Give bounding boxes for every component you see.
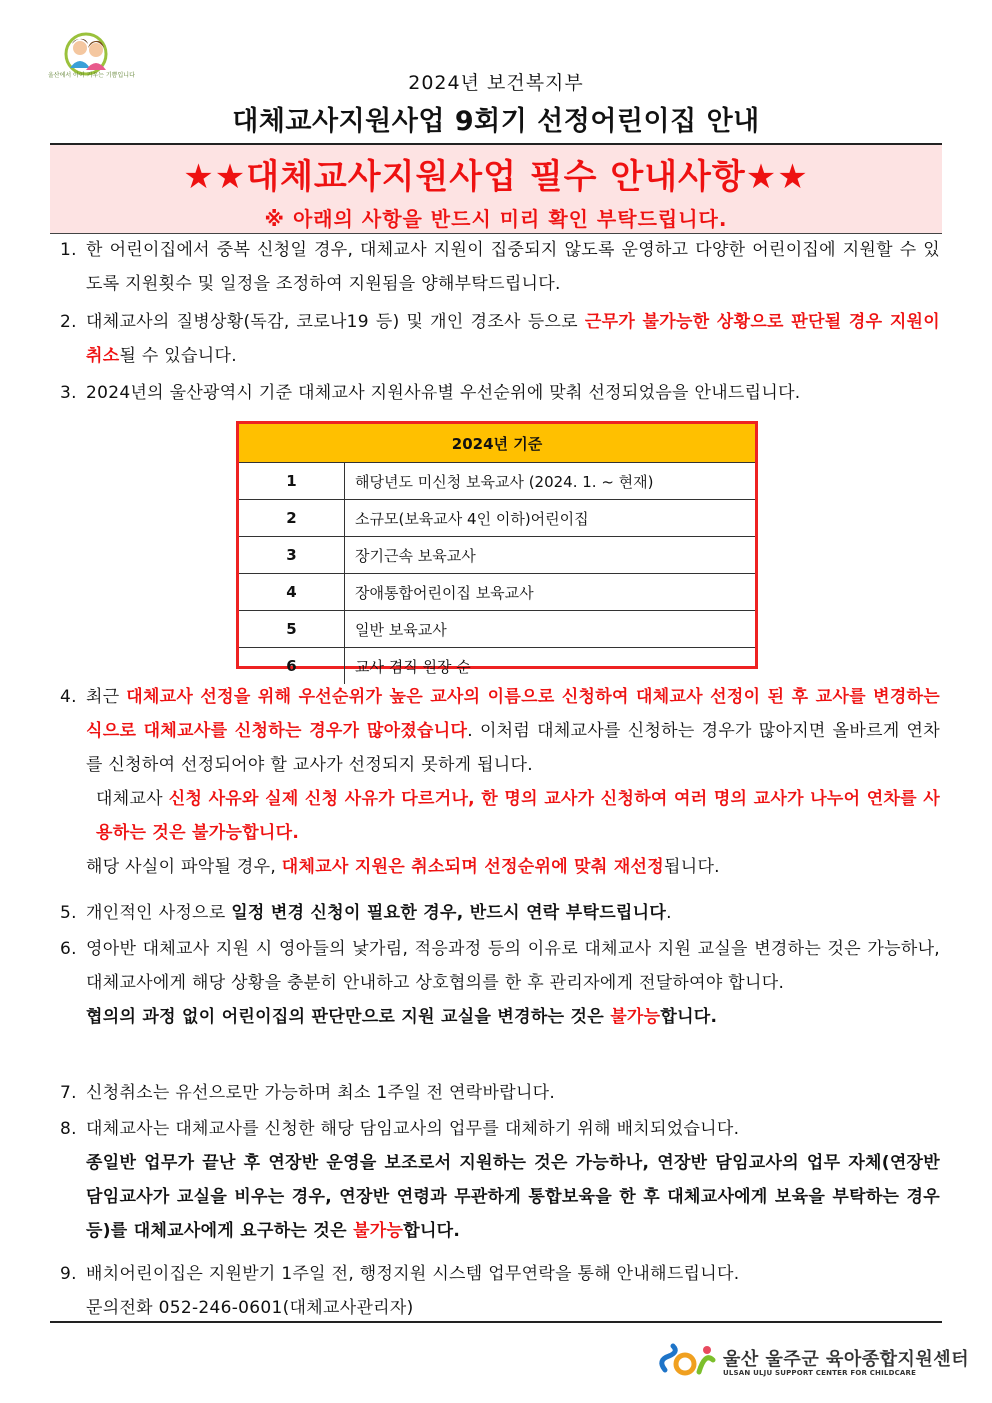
notice-item-1: [60, 233, 940, 301]
item-warning-text: 대체교사 선정을 위해 우선순위가 높은 교사의 이름으로 신청하여 대체교사 선정이 된 후 교사를 변경하는 식으로 대체교사를 신청하는 경우가 많아졌습니다: [86, 687, 940, 741]
item-text-part: 최근: [86, 687, 127, 707]
notice-item-8: [60, 1112, 940, 1248]
notice-item-3: [60, 376, 940, 410]
priority-description: 해당년도 미신청 보육교사 (2024. 1. ~ 현재): [345, 463, 756, 500]
item-text: 한 어린이집에서 중복 신청일 경우, 대체교사 지원이 집중되지 않도록 운영하고 다양한 어린이집에 지원할 수 있도록 지원횟수 및 일정을 조정하여 지원됨을 양해부탁드립니다.: [86, 240, 940, 294]
item-text: 신청취소는 유선으로만 가능하며 최소 1주일 전 연락바랍니다.: [86, 1083, 556, 1103]
notice-item-9: [60, 1257, 940, 1325]
notice-subtitle: ※ 아래의 사항을 반드시 미리 확인 부탁드립니다.: [264, 207, 728, 231]
item-text: [86, 305, 940, 373]
support-center-name: 울산 울주군 육아종합지원센터: [723, 1349, 970, 1370]
item-warning-text: 불가능: [353, 1221, 404, 1241]
item-text: [86, 1112, 940, 1248]
item-text-part: 해당 사실이 파악될 경우,: [86, 857, 282, 877]
item-text-part: . 이처럼 대체교사를 신청하는 경우가 많아지면 올바르게 연차를 신청하여 선정되어야 할 교사가 선정되지 못하게 됩니다.: [86, 721, 940, 775]
item-text-part: .: [666, 903, 672, 923]
logo-tagline: 울산에서 아이 키우는 기쁨입니다: [48, 72, 135, 79]
item-warning-text: 근무가 불가능한 상황으로 판단될 경우 지원이 취소: [86, 312, 941, 366]
item-number: 5.: [60, 903, 77, 923]
priority-table: [236, 421, 758, 676]
priority-table-header: 2024년 기준: [239, 424, 755, 463]
item-text-part: 대체교사의 질병상황(독감, 코로나19 등) 및 개인 경조사 등으로: [86, 312, 585, 332]
item-warning-text: 불가능: [610, 1007, 661, 1027]
table-row: [239, 574, 755, 611]
item-number: 3.: [60, 383, 77, 403]
notice-item-7: [60, 1076, 940, 1110]
notice-item-2: [60, 305, 940, 373]
priority-description: 교사 겸직 원장 순: [345, 648, 756, 685]
item-number: 6.: [60, 939, 77, 959]
item-emphasis-text: 합니다.: [660, 1007, 718, 1027]
item-number: 4.: [60, 687, 77, 707]
item-text-part: 대체교사는 대체교사를 신청한 해당 담임교사의 업무를 대체하기 위해 배치되었습니다.: [86, 1119, 740, 1139]
notice-title: ★★대체교사지원사업 필수 안내사항★★: [183, 157, 809, 197]
item-emphasis-text: 일정 변경 신청이 필요한 경우, 반드시 연락 부탁드립니다: [231, 903, 667, 923]
item-text: [86, 932, 940, 1034]
table-row: [239, 537, 755, 574]
notice-item-6: [60, 932, 940, 1034]
item-text-part: 대체교사: [96, 789, 169, 809]
priority-rank: 4: [239, 574, 345, 611]
notice-item-5: [60, 896, 940, 930]
item-number: 9.: [60, 1264, 77, 1284]
priority-rank: 5: [239, 611, 345, 648]
item-text: [86, 680, 940, 884]
document-subtitle: 2024년 보건복지부: [408, 72, 584, 94]
item-text: [86, 896, 940, 930]
item-warning-text: 신청 사유와 실제 신청 사유가 다르거나, 한 명의 교사가 신청하여 여러 명의 교사가 나누어 연차를 사용하는 것은 불가능합니다.: [96, 789, 940, 843]
item-text-part: 배치어린이집은 지원받기 1주일 전, 행정지원 시스템 업무연락을 통해 안내해드립니다.: [86, 1264, 740, 1284]
priority-rank: 1: [239, 463, 345, 500]
item-number: 1.: [60, 240, 77, 260]
item-text-part: 될 수 있습니다.: [119, 346, 237, 366]
item-emphasis-text: 협의의 과정 없이 어린이집의 판단만으로 지원 교실을 변경하는 것은: [86, 1007, 611, 1027]
bottom-divider: [50, 1321, 942, 1323]
priority-rank: 3: [239, 537, 345, 574]
table-row: [239, 611, 755, 648]
item-text: [86, 1257, 940, 1325]
item-text-part: 됩니다.: [664, 857, 720, 877]
priority-rank: 6: [239, 648, 345, 685]
support-center-logo: [655, 1342, 721, 1382]
table-row: [239, 500, 755, 537]
table-row: [239, 648, 755, 685]
item-text-part: 개인적인 사정으로: [86, 903, 232, 923]
item-emphasis-text: 종일반 업무가 끝난 후 연장반 운영을 보조로서 지원하는 것은 가능하나, 연장반 담임교사의 업무 자체(연장반 담임교사가 교실을 비우는 경우, 연장반 연령과 무관하게 통합보육을 한 후 대체교사에게 보육을 부탁하는 경우 등)를 대체교사에게 요구하는 것은: [86, 1153, 940, 1241]
priority-description: 소규모(보육교사 4인 이하)어린이집: [345, 500, 756, 537]
item-text-part: 영아반 대체교사 지원 시 영아들의 낯가림, 적응과정 등의 이유로 대체교사 지원 교실을 변경하는 것은 가능하나, 대체교사에게 해당 상황을 충분히 안내하고 상호협의를 한 후 관리자에게 전달하여야 합니다.: [86, 939, 940, 993]
item-warning-text: 대체교사 지원은 취소되며 선정순위에 맞춰 재선정: [281, 857, 665, 877]
table-row: [239, 463, 755, 500]
priority-description: 일반 보육교사: [345, 611, 756, 648]
item-text: 2024년의 울산광역시 기준 대체교사 지원사유별 우선순위에 맞춰 선정되었음을 안내드립니다.: [86, 383, 801, 403]
support-center-name-en: ULSAN ULJU SUPPORT CENTER FOR CHILDCARE: [723, 1369, 917, 1377]
notice-banner: [50, 143, 942, 234]
notice-item-4: [60, 680, 940, 884]
document-title: 대체교사지원사업 9회기 선정어린이집 안내: [232, 106, 760, 137]
item-number: 7.: [60, 1083, 77, 1103]
priority-description: 장기근속 보육교사: [345, 537, 756, 574]
contact-phone: 문의전화 052-246-0601(대체교사관리자): [86, 1298, 414, 1318]
priority-description: 장애통합어린이집 보육교사: [345, 574, 756, 611]
item-number: 8.: [60, 1119, 77, 1139]
item-emphasis-text: 합니다.: [403, 1221, 461, 1241]
priority-rank: 2: [239, 500, 345, 537]
item-number: 2.: [60, 312, 77, 332]
